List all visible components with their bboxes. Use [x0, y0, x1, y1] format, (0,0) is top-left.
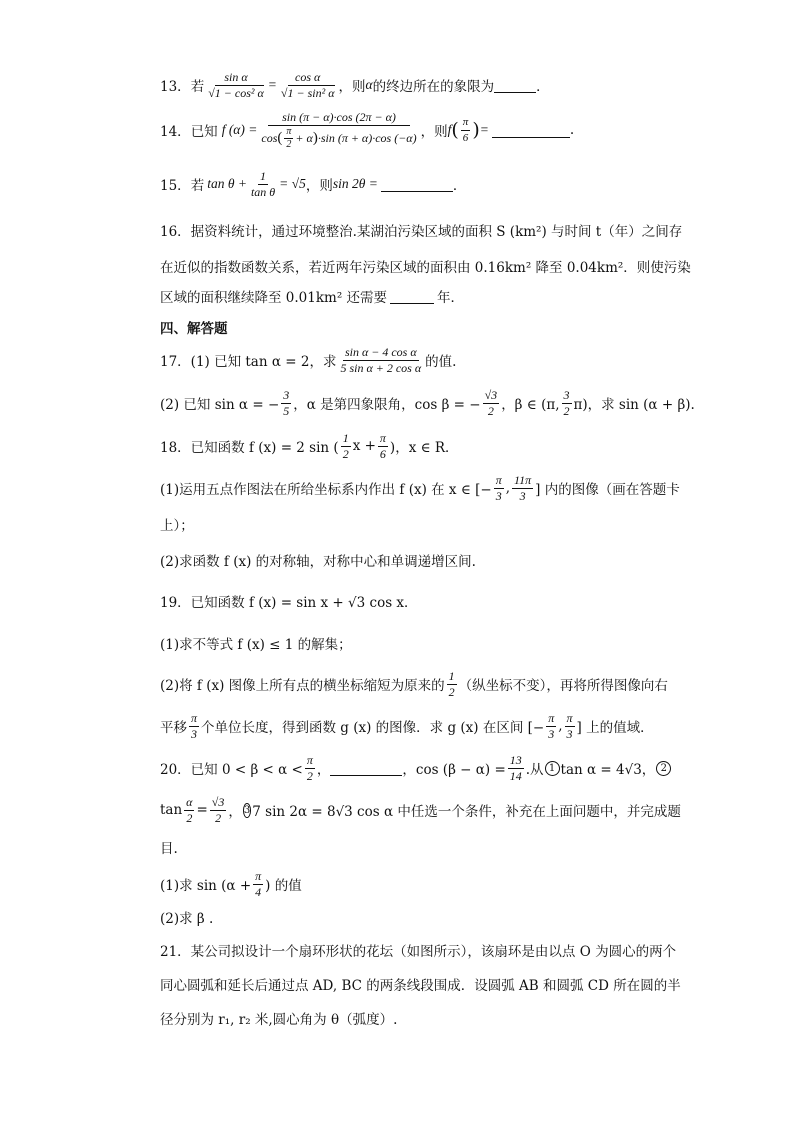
section-heading: 四、解答题	[160, 321, 228, 337]
q14-answer-blank	[492, 123, 570, 138]
q15-fraction: $\frac{1}{\text{tan θ}}$	[250, 168, 276, 199]
question-20-stem: 20．已知 0 < β < α < $\frac{\pi}{2}$ ， ，cos (β − α) = $\frac{13}{14}$ .从 1 tan α = 4√3， 2	[160, 750, 680, 786]
q15-number: 15．	[160, 178, 191, 194]
question-21-line-1: 21．某公司拟设计一个扇环形状的花坛（如图所示），该扇环是由以点 O 为圆心的两个	[160, 944, 677, 960]
q13-fraction-2: $\frac{\text{cos α}}{\text{√1 − sin² α}}$	[280, 69, 335, 100]
circled-3: 3	[243, 804, 251, 816]
question-20-cont: 目.	[160, 841, 178, 857]
question-21-line-2: 同心圆弧和延长后通过点 AD, BC 的两条线段围成．设圆弧 AB 和圆弧 CD 所在圆的半	[160, 978, 681, 994]
circled-1: 1	[545, 761, 560, 776]
question-17-part-2: (2) 已知 sin α = − $\frac{3}{5}$ ，α 是第四象限角，cos β = − $\frac{√3}{2}$ ，β ∈ (π, $\frac{3}{2}$ π)，求 sin (α + β).	[160, 387, 695, 418]
q13-prefix: 若	[190, 79, 205, 95]
question-20-part-1: (1)求 sin (α + $\frac{\pi}{4}$ ) 的值	[160, 868, 302, 899]
q16-answer-blank	[390, 289, 434, 304]
question-21-line-3: 径分别为 r₁, r₂ 米,圆心角为 θ（弧度）.	[160, 1012, 398, 1028]
question-19-part-2: (2)将 f (x) 图像上所有点的横坐标缩短为原来的 $\frac{1}{2}$ （纵坐标不变），再将所得图像向右	[160, 668, 668, 699]
question-13: 13． 若 $\frac{\text{sin α}}{\text{√1 − cos² α}}$ = $\frac{\text{cos α}}{\text{√1 − sin² α}}$ ，则 α 的终边所在的象限为 ．	[160, 69, 550, 100]
question-18-part-2: (2)求函数 f (x) 的对称轴，对称中心和单调递增区间.	[160, 554, 476, 570]
question-14: 14． 已知 f (α) = sin (π − α)·cos (2π − α) cos ( $\frac{\pi}{2}$ + α ) ·sin (π + α)·cos (−α) ，则 f ( $\frac{\pi}{6}$ ) = .	[160, 109, 575, 150]
question-19-part-2-cont: 平移 $\frac{\pi}{3}$ 个单位长度，得到函数 g (x) 的图像．求 g (x) 在区间 [− $\frac{\pi}{3}$ , $\frac{\pi}{3}$ ] 上的值域．	[160, 710, 654, 741]
q13-answer-blank	[494, 78, 536, 93]
question-18-stem: 18．已知函数 f (x) = 2 sin ( $\frac{1}{2}$ x + $\frac{\pi}{6}$ )，x ∈ R．	[160, 430, 459, 461]
q14-number: 14．	[160, 124, 191, 140]
circled-2: 2	[656, 761, 671, 776]
question-18-part-1-cont: 上）；	[160, 518, 194, 534]
question-18-part-1: (1)运用五点作图法在所给坐标系内作出 f (x) 在 x ∈ [− $\frac{\pi}{3}$ , $\frac{11\pi}{3}$ ] 内的图像（画在答题卡	[160, 472, 680, 503]
q13-number: 13．	[160, 79, 191, 95]
question-20-part-2: (2)求 β .	[160, 911, 214, 927]
question-17-part-1: 17．(1) 已知 tan α = 2，求 $\frac{\text{sin α − 4 cos α}}{\text{5 sin α + 2 cos α}}$ 的值.	[160, 344, 457, 375]
question-15: 15． 若 tan θ + $\frac{1}{\text{tan θ}}$ = √5 ，则 sin 2θ = ．	[160, 168, 467, 199]
question-19-part-1: (1)求不等式 f (x) ≤ 1 的解集；	[160, 637, 352, 653]
question-20-conditions: tan $\frac{\alpha}{2}$ = $\frac{√3}{2}$ ， 3 7 sin 2α = 8√3 cos α 中任选一个条件，补充在上面问题中，并完成题	[160, 794, 681, 825]
q15-answer-blank	[381, 177, 453, 192]
q13-fraction-1: $\frac{\text{sin α}}{\text{√1 − cos² α}}$	[208, 69, 264, 100]
q20-condition-blank	[330, 761, 402, 776]
question-16-line-2: 在近似的指数函数关系，若近两年污染区域的面积由 0.16km² 降至 0.04km²．则使污染	[160, 260, 691, 276]
q14-fraction: sin (π − α)·cos (2π − α) cos ( $\frac{\pi}{2}$ + α ) ·sin (π + α)·cos (−α)	[261, 109, 417, 150]
question-19-stem: 19．已知函数 f (x) = sin x + √3 cos x．	[160, 595, 418, 611]
question-16-line-3: 区域的面积继续降至 0.01km² 还需要 年．	[160, 290, 465, 306]
question-16-line-1: 16．据资料统计，通过环境整治.某湖泊污染区域的面积 S (km²) 与时间 t（年）之间存	[160, 224, 683, 240]
